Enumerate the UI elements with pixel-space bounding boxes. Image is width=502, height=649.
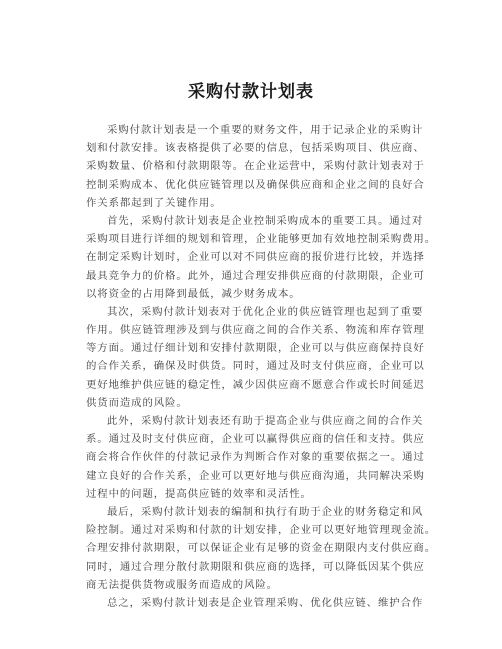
paragraph-line: 商无法提供货物或服务而造成的风险。 [86, 578, 278, 591]
paragraph-line: 控制采购成本、优化供应链管理以及确保供应商和企业之间的良好合 [86, 178, 425, 191]
paragraph-line: 供货而造成的风险。 [86, 396, 188, 409]
paragraph-line: 划和付款安排。该表格提供了必要的信息，包括采购项目、供应商、 [86, 142, 425, 155]
paragraph-line: 采购数量、价格和付款期限等。在企业运营中，采购付款计划表对于 [86, 160, 425, 173]
paragraph-line: 作用。供应链管理涉及到与供应商之间的合作关系、物流和库存管理 [86, 324, 425, 337]
paragraph-line: 在制定采购计划时，企业可以对不同供应商的报价进行比较，并选择 [86, 251, 425, 264]
paragraph-line: 险控制。通过对采购和付款的计划安排，企业可以更好地管理现金流。 [86, 524, 437, 537]
paragraph-line: 同时，通过合理分散付款期限和供应商的选择，可以降低因某个供应 [86, 560, 425, 573]
page-title: 采购付款计划表 [188, 82, 314, 102]
paragraph-line: 以将资金的占用降到最低，减少财务成本。 [86, 287, 301, 300]
paragraph-line: 其次，采购付款计划表对于优化企业的供应链管理也起到了重要 [107, 305, 424, 318]
paragraph-line: 系。通过及时支付供应商，企业可以赢得供应商的信任和支持。供应 [86, 433, 425, 446]
paragraph-line: 过程中的问题，提高供应链的效率和灵活性。 [86, 487, 312, 500]
document-body [86, 121, 437, 612]
paragraph-line: 最具竞争力的价格。此外，通过合理安排供应商的付款期限，企业可 [86, 269, 425, 282]
paragraph-line: 合理安排付款期限，可以保证企业有足够的资金在期限内支付供应商。 [86, 542, 437, 555]
paragraph-line: 等方面。通过仔细计划和安排付款期限，企业可以与供应商保持良好 [86, 342, 425, 355]
paragraph-line: 作关系都起到了关键作用。 [86, 196, 222, 209]
paragraph-line: 更好地维护供应链的稳定性，减少因供应商不愿意合作或长时间延迟 [86, 378, 425, 391]
paragraph-line: 建立良好的合作关系，企业可以更好地与供应商沟通，共同解决采购 [86, 469, 425, 482]
paragraph-line: 此外，采购付款计划表还有助于提高企业与供应商之间的合作关 [107, 415, 424, 427]
paragraph-line: 商会将合作伙伴的付款记录作为判断合作对象的重要依据之一。通过 [86, 451, 425, 464]
paragraph-line: 总之，采购付款计划表是企业管理采购、优化供应链、维护合作 [107, 596, 424, 609]
paragraph-line: 采购付款计划表是一个重要的财务文件，用于记录企业的采购计 [107, 124, 424, 136]
paragraph-line: 最后，采购付款计划表的编制和执行有助于企业的财务稳定和风 [107, 505, 424, 518]
paragraph-line: 采购项目进行详细的规划和管理，企业能够更加有效地控制采购费用。 [86, 233, 437, 246]
paragraph-line: 首先，采购付款计划表是企业控制采购成本的重要工具。通过对 [107, 214, 424, 227]
paragraph-line: 的合作关系，确保及时供货。同时，通过及时支付供应商，企业可以 [86, 360, 425, 373]
